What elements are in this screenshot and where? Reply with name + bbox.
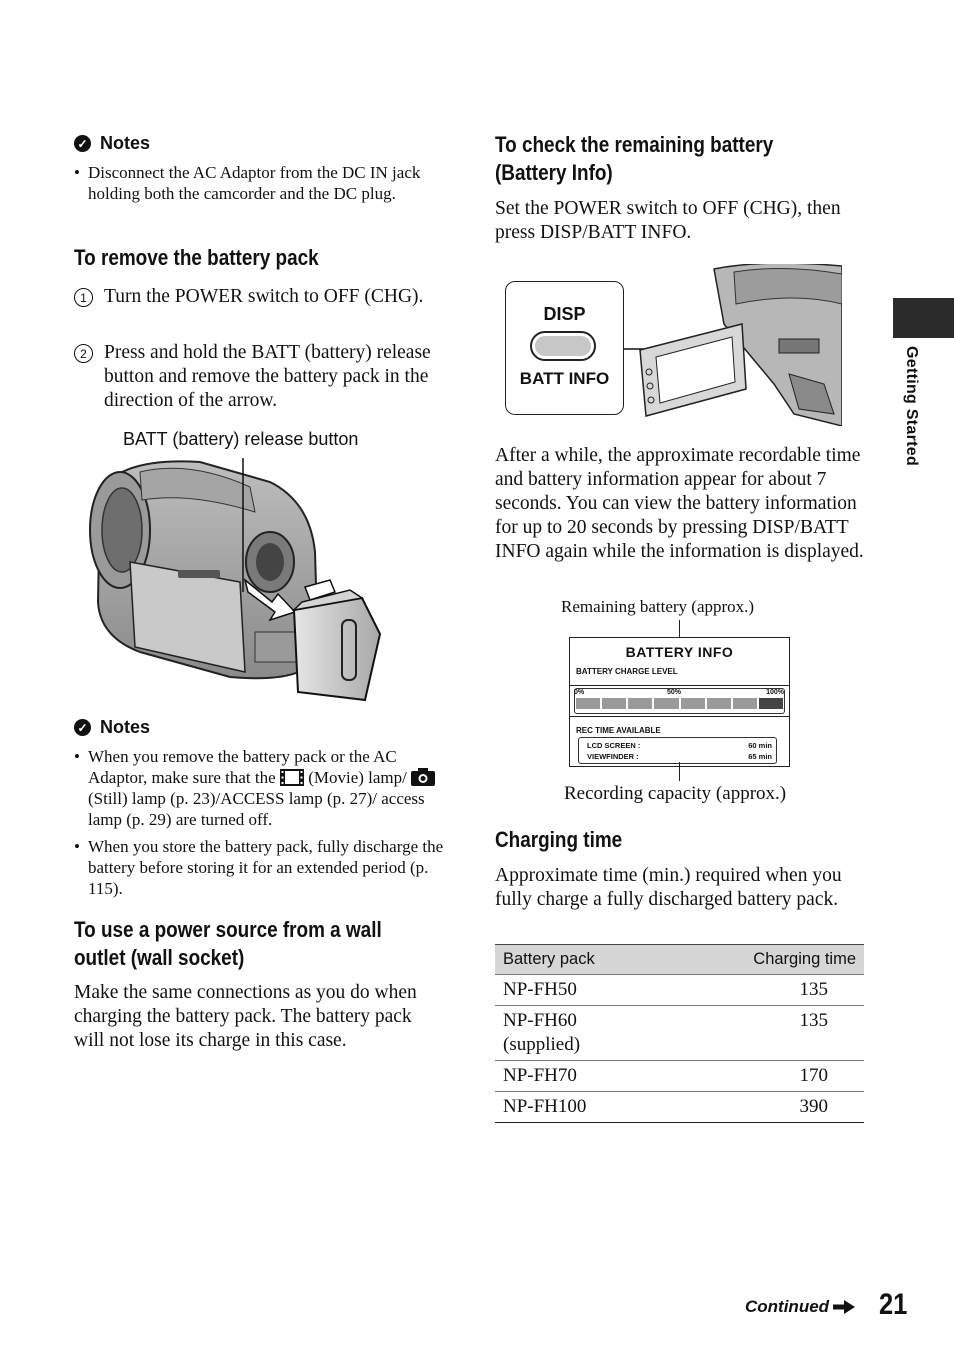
cell-time: 135 (671, 975, 864, 1006)
step-2 (74, 341, 446, 413)
charge-segment (654, 698, 678, 709)
continued-label: Continued (745, 1297, 830, 1316)
still-camera-icon (411, 768, 435, 786)
screen-charge-level-label: BATTERY CHARGE LEVEL (576, 667, 678, 676)
rec-time-panel (578, 737, 777, 764)
table-row (495, 975, 864, 1006)
charge-segment (707, 698, 731, 709)
step-number: 1 (74, 288, 93, 307)
notes-list (74, 162, 446, 204)
step-text: Press and hold the BATT (battery) release button and remove the battery pack in the direction of the arrow. (104, 342, 431, 411)
charge-segment (681, 698, 705, 709)
charge-segment (759, 698, 783, 709)
step-1 (74, 285, 446, 309)
cell-time: 170 (671, 1061, 864, 1092)
battery-info-screen (569, 637, 790, 767)
cell-pack-name: NP-FH60 (503, 1010, 577, 1031)
disp-label: DISP (543, 304, 586, 324)
leader-line-bottom (679, 762, 680, 781)
charge-level-bar (576, 698, 783, 709)
charge-segment (733, 698, 757, 709)
heading-remove-battery: To remove the battery pack (74, 245, 319, 270)
table-row (495, 1092, 864, 1123)
arrow-right-icon (833, 1300, 855, 1314)
column-header-battery-pack: Battery pack (495, 945, 671, 975)
lcd-screen-value: 60 min (748, 741, 772, 750)
footer-continued (745, 1297, 855, 1317)
cell-pack: NP-FH50 (495, 975, 671, 1006)
pct-0: 0% (574, 689, 585, 696)
wall-outlet-text: Make the same connections as you do when charging the battery pack. The battery pack will not lose its charge in this case. (74, 982, 417, 1051)
cell-pack (495, 1006, 671, 1061)
note-text: (Movie) lamp/ (308, 768, 407, 787)
screen-rec-time-label: REC TIME AVAILABLE (576, 726, 661, 735)
charge-level-panel (570, 685, 789, 717)
movie-lamp-icon (280, 769, 304, 786)
pct-50: 50% (667, 689, 682, 696)
step-number: 2 (74, 344, 93, 363)
notes-block-1 (74, 133, 446, 210)
cell-time: 390 (671, 1092, 864, 1123)
heading-charging-time: Charging time (495, 827, 623, 852)
cell-pack-note: (supplied) (503, 1034, 581, 1055)
lcd-screen-label: LCD SCREEN : (587, 741, 641, 750)
disp-batt-info-button[interactable] (530, 331, 596, 361)
column-header-charging-time: Charging time (671, 945, 864, 975)
notes-heading (74, 717, 446, 738)
heading-line: outlet (wall socket) (74, 945, 245, 970)
note-item: • When you store the battery pack, fully discharge the battery before storing it for an extended period (p. 115). (74, 836, 446, 899)
note-text: (Still) lamp (p. 23)/ACCESS lamp (p. 27)/ access lamp (p. 29) are turned off. (88, 789, 425, 829)
note-text: When you remove the battery pack or the AC Adaptor, make sure that the (88, 747, 397, 787)
side-tab-marker (893, 298, 954, 338)
table-row (495, 1006, 864, 1061)
charge-segment (628, 698, 652, 709)
notes-title: Notes (100, 717, 151, 737)
heading-wall-outlet (74, 916, 432, 972)
pct-100: 100% (766, 689, 784, 696)
after-a-while-text: After a while, the approximate recordable time and battery information appear for about 7 seconds. You can view the battery information for up to 20 seconds by pressing DISP/BATT INFO again while the information is displayed. (495, 445, 864, 562)
screen-title: BATTERY INFO (625, 644, 734, 660)
note-item: • Disconnect the AC Adaptor from the DC IN jack holding both the camcorder and the DC plug. (74, 162, 446, 204)
heading-check-battery (495, 131, 819, 187)
cell-time: 135 (671, 1006, 864, 1061)
notes-title: Notes (100, 133, 151, 153)
notes-list (74, 746, 446, 899)
check-battery-text: Set the POWER switch to OFF (CHG), then press DISP/BATT INFO. (495, 198, 841, 243)
camcorder-battery-illustration (80, 452, 390, 704)
heading-line: (Battery Info) (495, 160, 613, 185)
disp-batt-info-callout (505, 281, 624, 415)
side-tab-label-wrap (896, 346, 920, 486)
label-recording-capacity: Recording capacity (approx.) (564, 783, 787, 804)
page-number: 21 (879, 1288, 908, 1321)
table-header-row (495, 945, 864, 975)
notes-heading (74, 133, 446, 154)
side-tab-label: Getting Started (903, 346, 920, 467)
charging-time-text: Approximate time (min.) required when you fully charge a fully discharged battery pack. (495, 865, 842, 910)
viewfinder-label: VIEWFINDER : (587, 752, 639, 761)
charging-time-table (495, 944, 864, 1123)
heading-line: To check the remaining battery (495, 132, 774, 157)
cell-pack: NP-FH70 (495, 1061, 671, 1092)
note-item (74, 746, 446, 830)
notes-icon: ✓ (74, 135, 91, 152)
notes-block-2 (74, 717, 446, 905)
cell-pack: NP-FH100 (495, 1092, 671, 1123)
table-row (495, 1061, 864, 1092)
label-remaining-battery: Remaining battery (approx.) (561, 597, 755, 616)
batt-info-label: BATT INFO (519, 369, 610, 388)
viewfinder-value: 65 min (748, 752, 772, 761)
heading-line: To use a power source from a wall (74, 917, 382, 942)
step-text: Turn the POWER switch to OFF (CHG). (104, 286, 424, 307)
camcorder-lcd-illustration (624, 264, 842, 426)
charge-segment (602, 698, 626, 709)
figure-caption-batt-release: BATT (battery) release button (123, 429, 359, 449)
notes-icon: ✓ (74, 719, 91, 736)
charge-segment (576, 698, 600, 709)
